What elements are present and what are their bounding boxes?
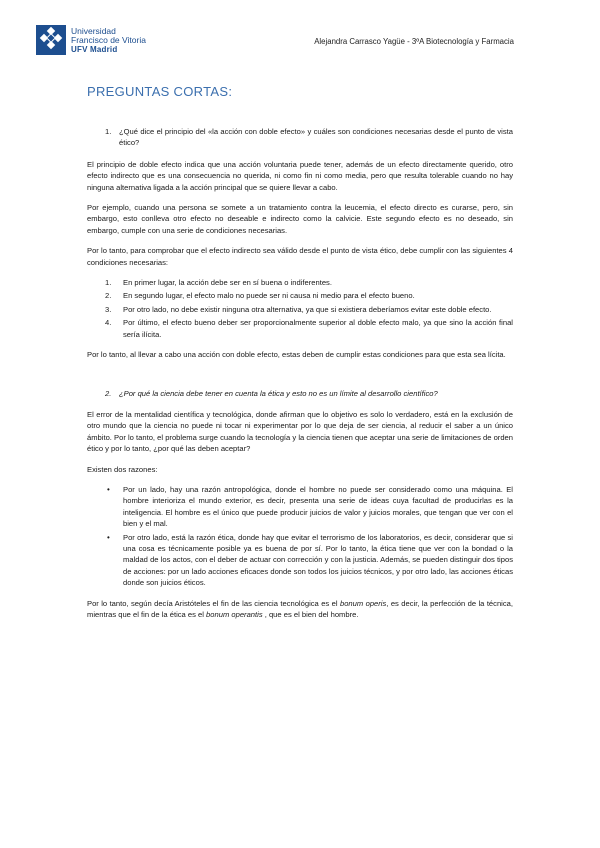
paragraph: El principio de doble efecto indica que una acción voluntaria puede tener, además de un efecto directamente querido, otro efecto indirecto que es una consecuencia no querida, ni como fin ni como media, pero que resulta tolerable cuando no hay ninguna alternativa ligada a la acción principal que se quiere llevar a cabo. xyxy=(87,159,513,192)
section-title: PREGUNTAS CORTAS: xyxy=(87,84,233,99)
question-number: 2. xyxy=(105,388,112,398)
list-text: Por un lado, hay una razón antropológica, donde el hombre no puede ser considerado como una máquina. El hombre interioriza el mundo exterior, es decir, presenta una serie de ideas cuya facultad de producirlas es la inteligencia. El hombre es el único que puede producir juicios de valor y juicios morales, que tengan que ver con el bien y el mal. xyxy=(123,484,513,529)
list-item xyxy=(87,532,513,589)
latin-term: bonum operis xyxy=(339,598,387,608)
list-text: Por otro lado, está la razón ética, donde hay que evitar el terrorismo de los laboratorios, es decir, considerar que si una cosa es técnicamente posible ya es buena de por sí. Por lo tanto, la ética tiene que ver con la bondad o la maldad de los actos, con el deber de actuar con corrección y con la justicia. Además, se pueden distinguir dos tipos de acciones: por un lado acciones eficaces donde son todos los juicios técnicos, y por otro lado, las acciones éticas donde son juicios éticos. xyxy=(123,532,513,588)
list-text: En primer lugar, la acción debe ser en sí buena o indiferentes. xyxy=(123,278,332,288)
ufv-logo-icon xyxy=(36,25,66,55)
text-run: Por lo tanto, según decía Aristóteles el fin de las ciencia tecnológica es el xyxy=(87,598,340,608)
latin-term: bonum operantis xyxy=(206,610,263,619)
question-number: 1. xyxy=(105,127,112,136)
list-item xyxy=(87,304,513,315)
paragraph: El error de la mentalidad científica y tecnológica, donde afirman que lo objetivo es solo lo verdadero, está en la exclusión de otro mundo que la ciencia no puede ni tocar ni experimentar por lo que deja de ser ciencia, al reducir el saber a un único ámbito. Por lo tanto, el problema surge cuando la tecnología y la ciencia tienen que aceptar una serie de limitaciones de orden ético y por lo tanto, ¿por qué las deben aceptar? xyxy=(87,409,513,454)
reasons-list xyxy=(87,484,513,589)
university-logo xyxy=(36,24,146,56)
paragraph: Por lo tanto, al llevar a cabo una acción con doble efecto, estas deben de cumplir estas condiciones para que esta sea lícita. xyxy=(87,350,506,360)
bullet-icon: • xyxy=(107,484,110,494)
list-item xyxy=(87,317,513,340)
paragraph: Por ejemplo, cuando una persona se somete a un tratamiento contra la leucemia, el efecto directo es curarse, pero, sin embargo, esto conlleva otro efecto no deseable e indirecto como la calvicie. Este segundo efecto es no deseado, sin embargo, cumple con una serie de condiciones necesarias. xyxy=(87,203,513,235)
logo-line-2: Francisco de Vitoria xyxy=(71,34,146,45)
spacer xyxy=(87,370,513,388)
list-text: En segundo lugar, el efecto malo no puede ser ni causa ni medio para el efecto bueno. xyxy=(123,291,415,301)
logo-text xyxy=(71,27,146,54)
list-number: 2. xyxy=(105,291,112,301)
question-text: ¿Por qué la ciencia debe tener en cuenta la ética y esto no es un límite al desarrollo científico? xyxy=(119,388,438,398)
paragraph: Existen dos razones: xyxy=(87,464,158,474)
paragraph-conclusion xyxy=(87,598,513,621)
list-text: Por último, el efecto bueno deber ser proporcionalmente superior al doble efecto malo, ya que sino la acción final sería ilícita. xyxy=(123,318,513,339)
question-text: ¿Qué dice el principio del «la acción con doble efecto» y cuáles son condiciones necesarias desde el punto de vista ético? xyxy=(119,127,513,148)
logo-line-1: Universidad xyxy=(71,25,116,36)
list-text: Por otro lado, no debe existir ninguna otra alternativa, ya que si existiera deberíamos evitar este doble efecto. xyxy=(123,304,492,314)
list-item xyxy=(87,290,513,301)
text-run: , que es el bien del hombre. xyxy=(262,610,359,619)
question-2 xyxy=(87,388,513,399)
paragraph: Por lo tanto, para comprobar que el efecto indirecto sea válido desde el punto de vista ético, debe cumplir con las siguientes 4 condiciones necesarias: xyxy=(87,246,513,267)
header-author: Alejandra Carrasco Yagüe - 3ºA Biotecnología y Farmacia xyxy=(314,37,514,46)
logo-line-3: UFV Madrid xyxy=(71,44,118,54)
document-body xyxy=(87,126,513,629)
text-run: , es decir, la perfección de la técnica, mientras que el fin de la ética es el xyxy=(87,598,513,619)
question-1 xyxy=(87,126,513,149)
bullet-icon: • xyxy=(107,532,110,542)
list-number: 1. xyxy=(105,278,112,288)
list-item xyxy=(87,484,513,530)
list-number: 3. xyxy=(105,304,112,314)
conditions-list xyxy=(87,277,513,340)
list-item xyxy=(87,277,513,288)
list-number: 4. xyxy=(105,318,112,328)
